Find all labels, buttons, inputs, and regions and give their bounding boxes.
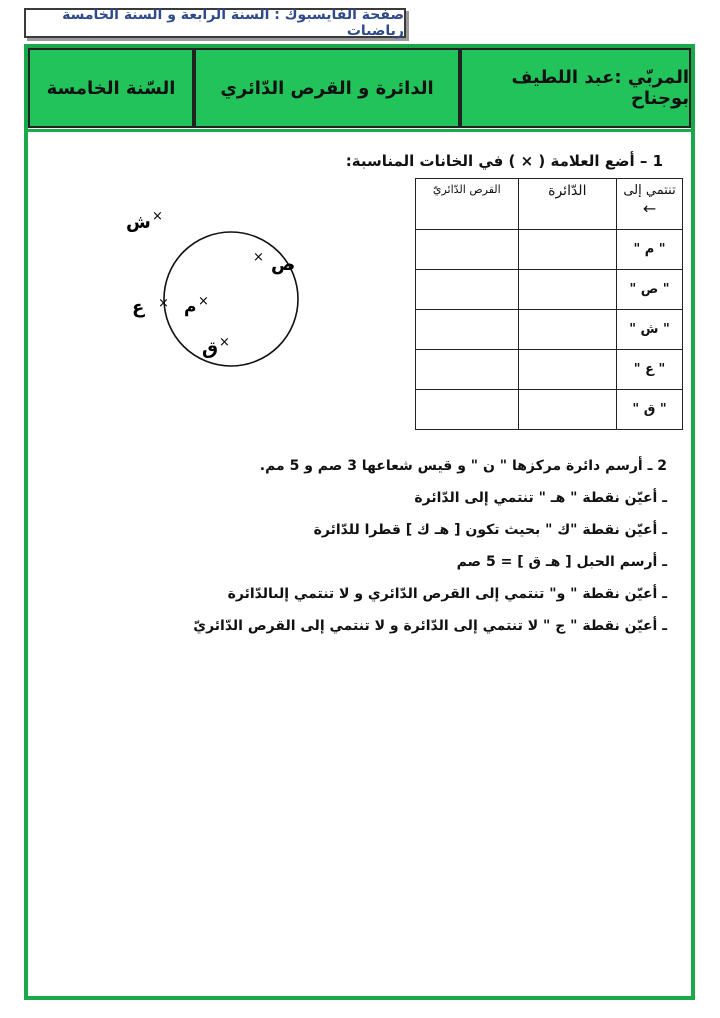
label-s: ص	[271, 254, 296, 275]
point-cell: " م "	[617, 230, 683, 270]
header-circle	[518, 179, 616, 230]
disc-label: القرص الدّائريّ	[432, 183, 501, 196]
exercise-2	[47, 450, 667, 642]
point-cell: " ق "	[617, 390, 683, 430]
page-banner: صفحة الفايسبوك : السنة الرابعة و السنة الخامسة رياضيات	[24, 8, 406, 38]
header-grade	[28, 48, 194, 128]
label-a: ع	[132, 297, 145, 318]
header-teacher	[460, 48, 691, 128]
circle-label: الدّائرة	[548, 183, 587, 199]
mark-a: ×	[158, 296, 169, 311]
circle-answer-cell[interactable]	[518, 310, 616, 350]
point-cell: " ع "	[617, 350, 683, 390]
label-q: ق	[202, 338, 219, 359]
disc-answer-cell[interactable]	[416, 310, 519, 350]
header-topic	[194, 48, 460, 128]
point-cell: " ش "	[617, 310, 683, 350]
label-sh: ش	[126, 212, 151, 233]
circle-answer-cell[interactable]	[518, 350, 616, 390]
disc-answer-cell[interactable]	[416, 270, 519, 310]
exercise-1-instruction: 1 – أضع العلامة ( × ) في الخانات المناسبة:	[345, 152, 663, 170]
arrow-icon: ←	[642, 199, 657, 218]
table-row	[416, 310, 683, 350]
point-cell: " ص "	[617, 270, 683, 310]
exercise-2-line: ـ أعيّن نقطة " و" تنتمي إلى القرص الدّائري و لا تنتمي إلىالدّائرة	[227, 586, 667, 602]
exercise-2-line: ـ أعيّن نقطة " هـ " تنتمي إلى الدّائرة	[414, 490, 667, 506]
mark-sh: ×	[152, 209, 163, 224]
topic-title: الدائرة و القرص الدّائري	[220, 77, 434, 99]
header-disc	[416, 179, 519, 230]
circle-answer-cell[interactable]	[518, 390, 616, 430]
membership-table	[415, 178, 683, 430]
header-row	[28, 48, 691, 132]
table-row	[416, 230, 683, 270]
teacher-name: المربّي :عبد اللطيف بوجناح	[511, 67, 689, 109]
grade-label: السّنة الخامسة	[46, 77, 176, 99]
exercise-2-line: 2 ـ أرسم دائرة مركزها " ن " و قيس شعاعها 3 صم و 5 مم.	[259, 458, 667, 474]
header-belongs	[617, 179, 683, 230]
mark-s: ×	[253, 250, 264, 265]
disc-answer-cell[interactable]	[416, 350, 519, 390]
mark-q: ×	[219, 335, 230, 350]
exercise-2-line: ـ أعيّن نقطة "ك " بحيث تكون [ هـ ك ] قطرا للدّائرة	[313, 522, 667, 538]
circle-answer-cell[interactable]	[518, 270, 616, 310]
table-row	[416, 350, 683, 390]
circle-answer-cell[interactable]	[518, 230, 616, 270]
table-row	[416, 270, 683, 310]
disc-answer-cell[interactable]	[416, 390, 519, 430]
label-m: م	[184, 297, 197, 317]
circle-figure	[88, 188, 348, 418]
exercise-2-line: ـ أعيّن نقطة " ج " لا تنتمي إلى الدّائرة و لا تنتمي إلى القرص الدّائريّ	[193, 618, 667, 634]
mark-m: ×	[198, 294, 209, 309]
table-row	[416, 390, 683, 430]
worksheet-frame	[24, 44, 695, 1000]
exercise-2-line: ـ أرسم الحبل [ هـ ق ] = 5 صم	[456, 554, 667, 570]
disc-answer-cell[interactable]	[416, 230, 519, 270]
belongs-label: تنتمي إلى	[623, 183, 676, 198]
